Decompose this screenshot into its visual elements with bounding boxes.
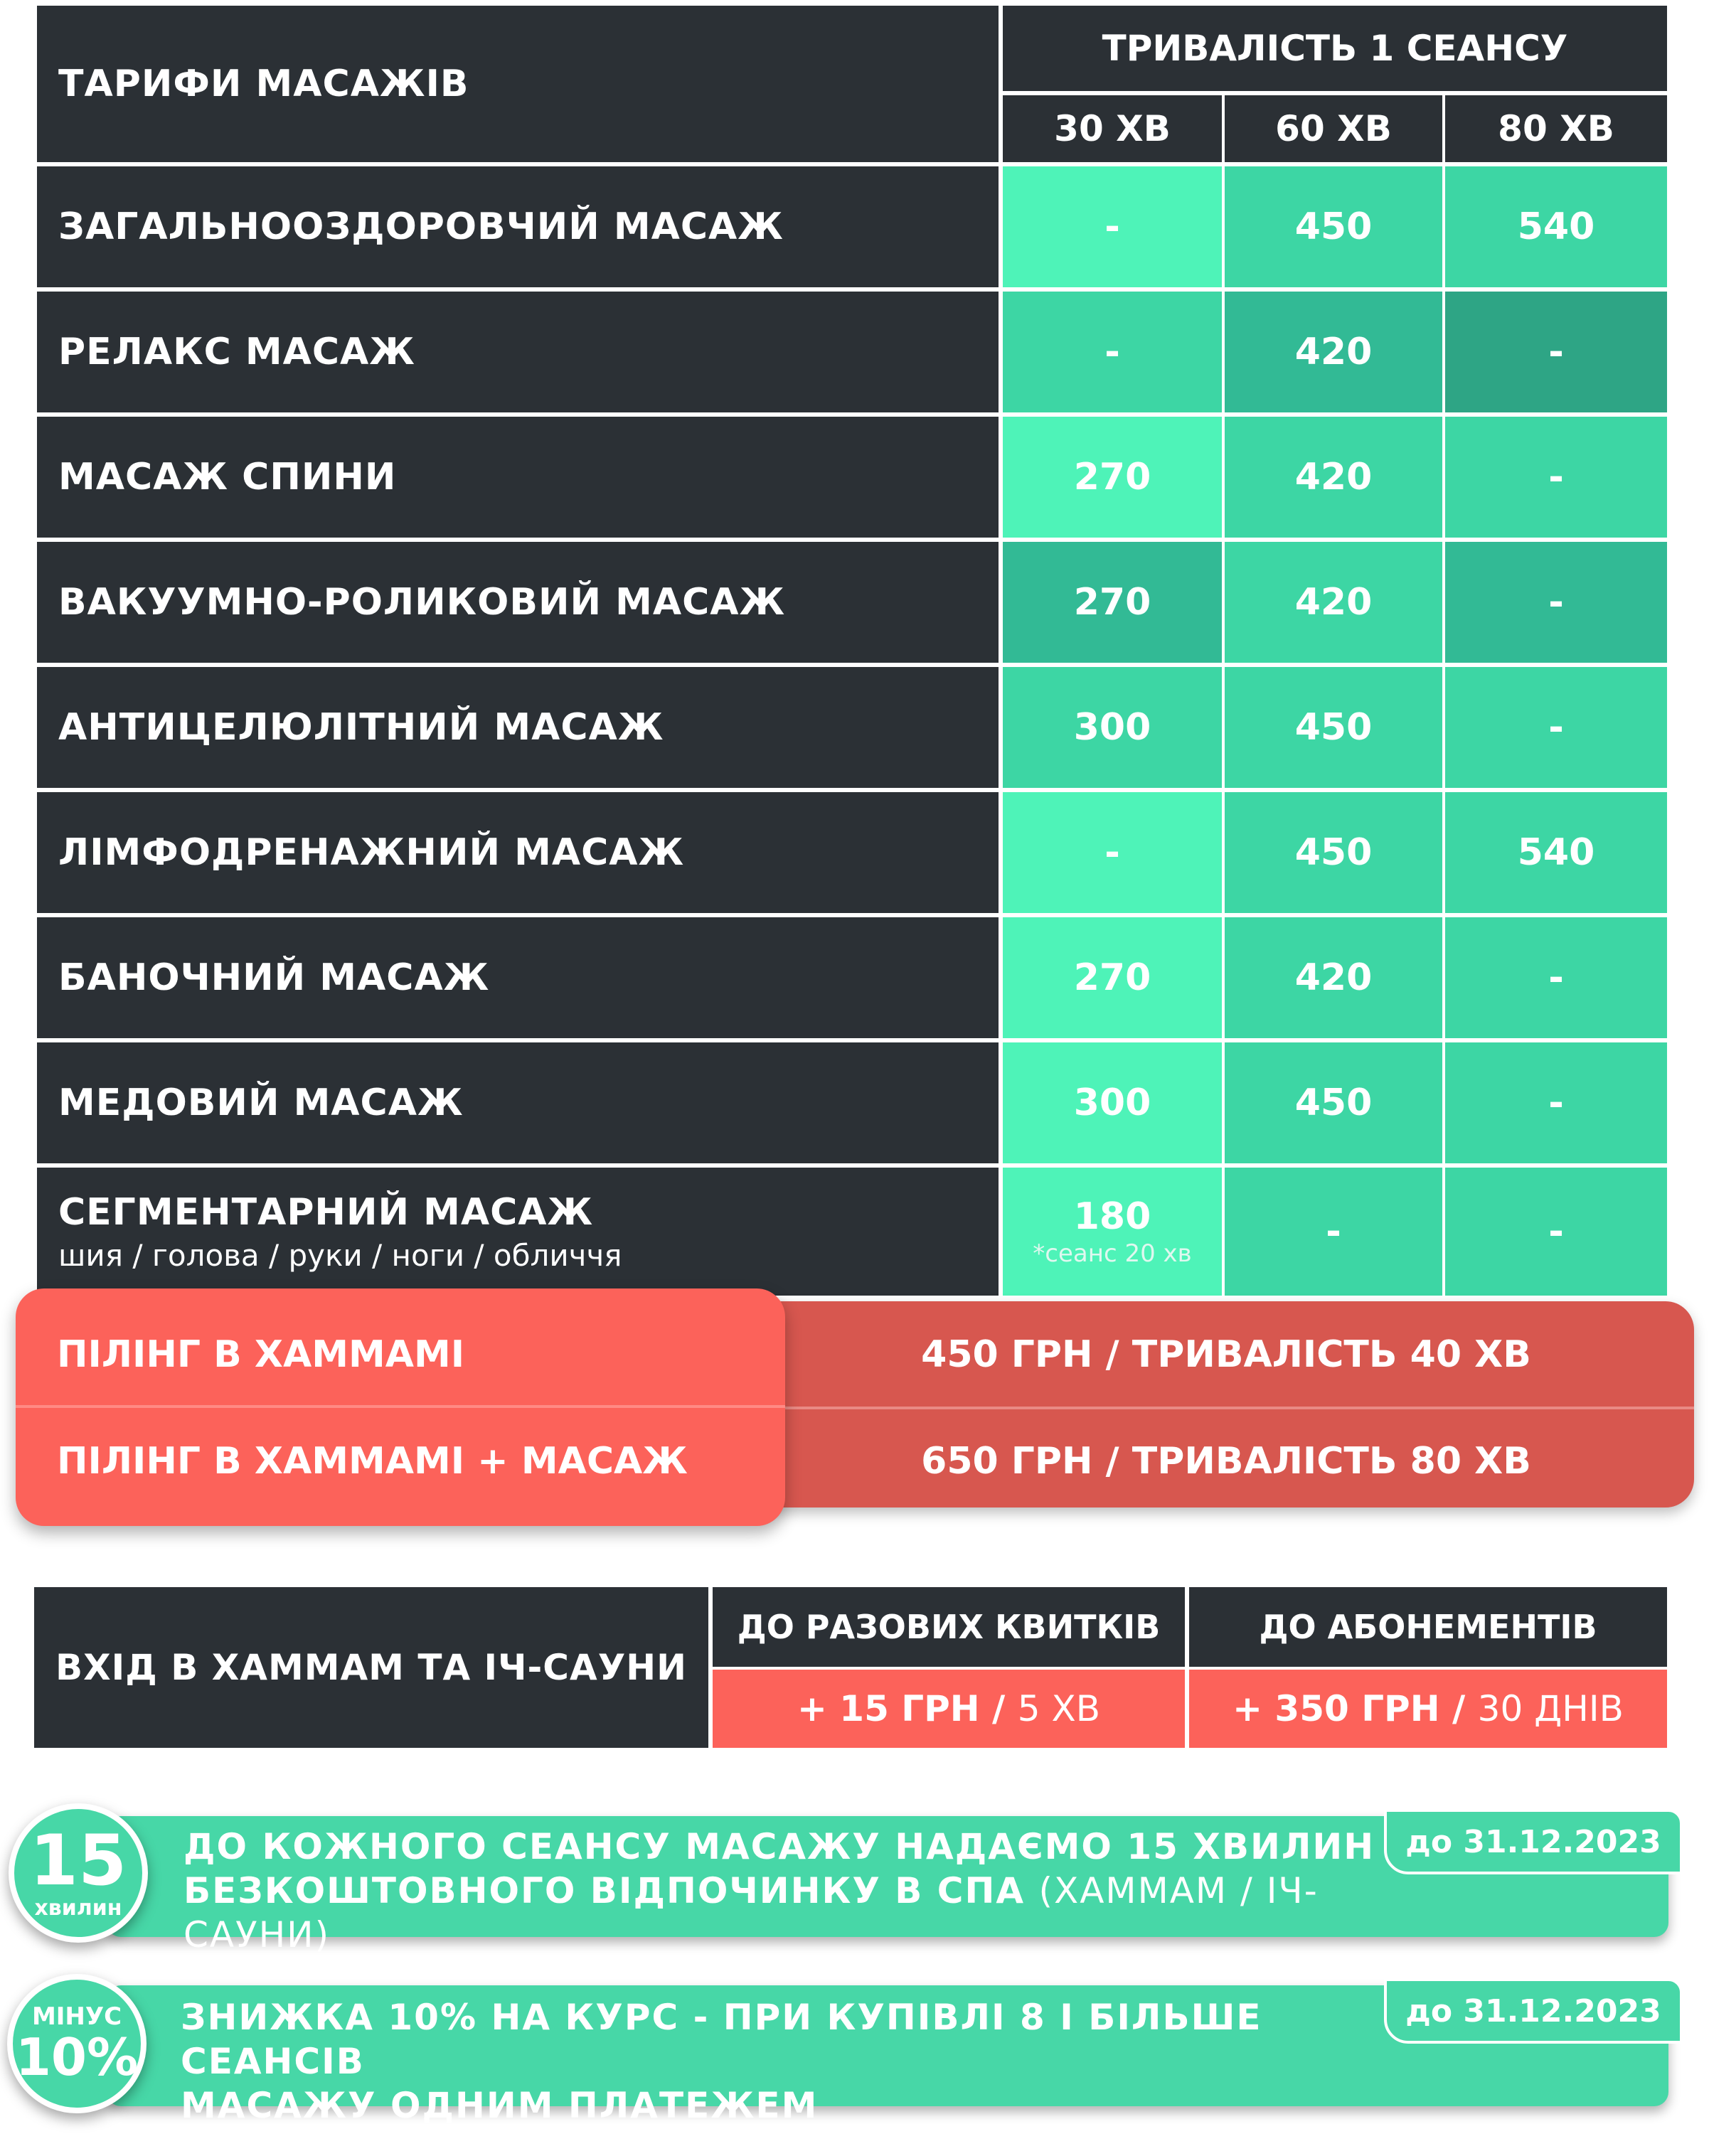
promo-date-tab: до 31.12.2023 bbox=[1384, 1978, 1683, 2044]
price-cell: - bbox=[1003, 792, 1222, 913]
promo-line-2-thin: (ХАММАМ / ІЧ-САУНИ) bbox=[183, 1870, 1319, 1955]
promo-line-1: ДО КОЖНОГО СЕАНСУ МАСАЖУ НАДАЄМО 15 ХВИЛИН bbox=[183, 1826, 1375, 1867]
discount-badge bbox=[7, 1974, 147, 2113]
price-cell: 450 bbox=[1225, 792, 1442, 913]
table-row-label: МЕДОВИЙ МАСАЖ bbox=[37, 1042, 999, 1163]
badge-unit: хвилин bbox=[34, 1895, 122, 1921]
price-cell: 420 bbox=[1225, 292, 1442, 412]
price-cell: 450 bbox=[1225, 166, 1442, 287]
single-price-value: + 15 ГРН / bbox=[797, 1688, 1006, 1729]
price-cell: 270 bbox=[1003, 417, 1222, 538]
price-value: 180 bbox=[1073, 1195, 1151, 1238]
table-row-label: ЗАГАЛЬНООЗДОРОВЧИЙ МАСАЖ bbox=[37, 166, 999, 287]
badge-number: 15 bbox=[29, 1820, 127, 1901]
price-cell bbox=[1003, 1168, 1222, 1296]
table-row-label: РЕЛАКС МАСАЖ bbox=[37, 292, 999, 412]
duration-header: ТРИВАЛІСТЬ 1 СЕАНСУ bbox=[1003, 6, 1667, 91]
entry-title: ВХІД В ХАММАМ ТА ІЧ-САУНИ bbox=[34, 1587, 708, 1748]
single-ticket-price bbox=[713, 1670, 1185, 1748]
subscription-header: ДО АБОНЕМЕНТІВ bbox=[1189, 1587, 1667, 1667]
price-cell: - bbox=[1445, 542, 1667, 663]
peeling-divider bbox=[16, 1405, 785, 1408]
badge-percent: 10% bbox=[15, 2027, 139, 2087]
price-cell: - bbox=[1445, 917, 1667, 1038]
session-note: *сеанс 20 хв bbox=[1033, 1239, 1192, 1268]
column-header-60: 60 ХВ bbox=[1225, 95, 1442, 162]
table-row-label: МАСАЖ СПИНИ bbox=[37, 417, 999, 538]
price-cell: 270 bbox=[1003, 542, 1222, 663]
price-cell: - bbox=[1445, 1042, 1667, 1163]
single-ticket-header: ДО РАЗОВИХ КВИТКІВ bbox=[713, 1587, 1185, 1667]
peeling-massage-price: 650 ГРН / ТРИВАЛІСТЬ 80 ХВ bbox=[921, 1440, 1531, 1483]
column-header-80: 80 ХВ bbox=[1445, 95, 1667, 162]
peeling-price: 450 ГРН / ТРИВАЛІСТЬ 40 ХВ bbox=[921, 1333, 1531, 1376]
promo-date-tab: до 31.12.2023 bbox=[1384, 1809, 1683, 1874]
table-title-text: ТАРИФИ МАСАЖІВ bbox=[58, 63, 469, 105]
price-cell: - bbox=[1445, 417, 1667, 538]
price-cell: 300 bbox=[1003, 1042, 1222, 1163]
subscription-price-unit: 30 ДНІВ bbox=[1477, 1688, 1624, 1729]
price-cell: 270 bbox=[1003, 917, 1222, 1038]
promo-line-1: ЗНИЖКА 10% НА КУРС - ПРИ КУПІВЛІ 8 І БІЛЬШЕ СЕАНСІВ bbox=[181, 1997, 1262, 2082]
price-cell: 420 bbox=[1225, 542, 1442, 663]
segment-massage-subtitle: шия / голова / руки / ноги / обличчя bbox=[58, 1237, 622, 1273]
table-row-label: ЛІМФОДРЕНАЖНИЙ МАСАЖ bbox=[37, 792, 999, 913]
single-price-unit: 5 ХВ bbox=[1017, 1688, 1100, 1729]
free-minutes-badge bbox=[9, 1803, 148, 1943]
price-cell: 450 bbox=[1225, 1042, 1442, 1163]
price-cell: - bbox=[1003, 292, 1222, 412]
table-row-label: БАНОЧНИЙ МАСАЖ bbox=[37, 917, 999, 1038]
peeling-massage-name: ПІЛІНГ В ХАММАМІ + МАСАЖ bbox=[57, 1440, 688, 1483]
price-cell: 450 bbox=[1225, 667, 1442, 788]
peeling-divider bbox=[785, 1407, 1694, 1409]
peeling-name: ПІЛІНГ В ХАММАМІ bbox=[57, 1333, 465, 1376]
subscription-price bbox=[1189, 1670, 1667, 1748]
column-header-30: 30 ХВ bbox=[1003, 95, 1222, 162]
price-cell: 540 bbox=[1445, 792, 1667, 913]
badge-label: МІНУС bbox=[31, 2002, 122, 2031]
price-cell: 420 bbox=[1225, 917, 1442, 1038]
table-row-label: АНТИЦЕЛЮЛІТНИЙ МАСАЖ bbox=[37, 667, 999, 788]
promo-text bbox=[181, 1995, 1390, 2126]
table-title bbox=[37, 6, 999, 162]
segment-massage-name: СЕГМЕНТАРНИЙ МАСАЖ bbox=[58, 1190, 594, 1234]
price-cell: - bbox=[1445, 667, 1667, 788]
price-cell: - bbox=[1445, 1168, 1667, 1296]
price-cell: 540 bbox=[1445, 166, 1667, 287]
price-cell: - bbox=[1225, 1168, 1442, 1296]
table-row-label: ВАКУУМНО-РОЛИКОВИЙ МАСАЖ bbox=[37, 542, 999, 663]
promo-line-2-bold: МАСАЖУ ОДНИМ ПЛАТЕЖЕМ bbox=[181, 2085, 819, 2126]
promo-text bbox=[183, 1825, 1407, 1955]
price-cell: 420 bbox=[1225, 417, 1442, 538]
table-row-label bbox=[37, 1168, 999, 1296]
price-cell: - bbox=[1445, 292, 1667, 412]
price-cell: - bbox=[1003, 166, 1222, 287]
price-cell: 300 bbox=[1003, 667, 1222, 788]
subscription-price-value: + 350 ГРН / bbox=[1232, 1688, 1466, 1729]
promo-line-2-bold: БЕЗКОШТОВНОГО ВІДПОЧИНКУ В СПА bbox=[183, 1870, 1026, 1911]
